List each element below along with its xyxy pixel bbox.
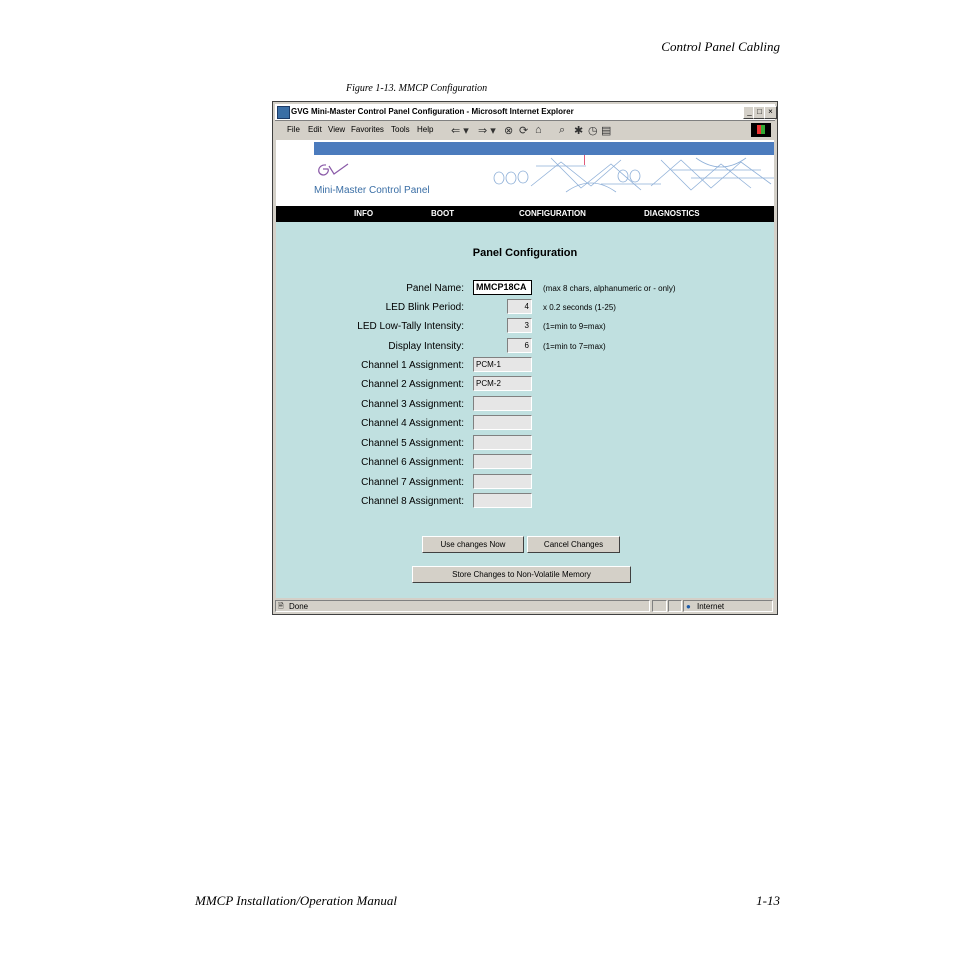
led-low-tally-input[interactable]: 3 (507, 318, 532, 333)
field-row-display-intensity (276, 338, 774, 354)
field-label: LED Low-Tally Intensity: (357, 321, 464, 332)
field-row-channel-6 (276, 454, 774, 470)
page-content (276, 140, 774, 598)
channel-7-input[interactable] (473, 474, 532, 489)
channel-1-input[interactable]: PCM-1 (473, 357, 532, 372)
field-row-led-low-tally (276, 318, 774, 334)
channel-5-input[interactable] (473, 435, 532, 450)
status-zone: Internet (697, 602, 725, 611)
gv-logo-icon (314, 160, 354, 180)
forward-icon[interactable]: ⇒ ▾ (478, 125, 496, 137)
field-row-channel-8 (276, 493, 774, 509)
channel-6-input[interactable] (473, 454, 532, 469)
field-row-panel-name (276, 280, 774, 296)
field-label: LED Blink Period: (385, 302, 464, 313)
footer-manual-title: MMCP Installation/Operation Manual (195, 893, 397, 908)
status-cell-blank (668, 600, 682, 612)
menu-tools[interactable]: Tools (391, 125, 410, 134)
field-hint: x 0.2 seconds (1-25) (543, 303, 616, 312)
field-label: Channel 8 Assignment: (361, 496, 464, 507)
page-header: Control Panel Cabling (661, 39, 780, 54)
field-label: Channel 7 Assignment: (361, 477, 464, 488)
field-row-channel-3 (276, 396, 774, 412)
menu-view[interactable]: View (328, 125, 346, 134)
display-intensity-input[interactable]: 6 (507, 338, 532, 353)
stop-icon[interactable]: ⊗ (504, 125, 514, 137)
footer-page-number: 1-13 (756, 893, 780, 908)
field-row-channel-4 (276, 415, 774, 431)
figure-caption: Figure 1-13. MMCP Configuration (346, 83, 488, 94)
favorites-icon[interactable]: ✱ (574, 125, 584, 137)
menu-file[interactable]: File (287, 125, 300, 134)
nav-info[interactable]: INFO (354, 209, 374, 218)
menu-favorites[interactable]: Favorites (351, 125, 384, 134)
banner (276, 140, 774, 207)
search-icon[interactable]: ⌕ (559, 124, 566, 136)
cancel-changes-button[interactable]: Cancel Changes (527, 536, 620, 553)
back-icon[interactable]: ⇐ ▾ (451, 125, 469, 137)
history-icon[interactable]: ◷ (588, 125, 598, 137)
banner-stripe (314, 142, 774, 155)
channel-3-input[interactable] (473, 396, 532, 411)
browser-window (272, 101, 778, 615)
field-hint: (max 8 chars, alphanumeric or - only) (543, 284, 676, 293)
field-label: Panel Name: (406, 283, 464, 294)
channel-8-input[interactable] (473, 493, 532, 508)
field-label: Channel 5 Assignment: (361, 438, 464, 449)
circuit-pattern-icon (491, 156, 774, 196)
home-icon[interactable]: ⌂ (535, 124, 542, 136)
close-button[interactable]: × (764, 106, 777, 119)
title-bar (275, 104, 775, 121)
nav-diagnostics[interactable]: DIAGNOSTICS (644, 209, 700, 218)
status-cell-blank (652, 600, 667, 612)
menu-edit[interactable]: Edit (308, 125, 322, 134)
channel-2-input[interactable]: PCM-2 (473, 376, 532, 391)
nav-boot[interactable]: BOOT (431, 209, 455, 218)
menu-bar (275, 121, 775, 139)
window-title: GVG Mini-Master Control Panel Configuration - Microsoft Internet Explorer (291, 107, 574, 116)
status-bar (275, 600, 775, 613)
panel-name-input[interactable]: MMCP18CA (473, 280, 532, 295)
field-label: Display Intensity: (388, 341, 464, 352)
print-icon[interactable]: ▤ (601, 125, 612, 137)
use-changes-now-button[interactable]: Use changes Now (422, 536, 524, 553)
field-label: Channel 6 Assignment: (361, 457, 464, 468)
status-main-cell (275, 600, 650, 612)
field-row-channel-1 (276, 357, 774, 373)
nav-configuration[interactable]: CONFIGURATION (519, 209, 586, 218)
field-hint: (1=min to 9=max) (543, 322, 606, 331)
field-label: Channel 2 Assignment: (361, 379, 464, 390)
field-row-channel-2 (276, 376, 774, 392)
minimize-button[interactable]: _ (743, 106, 756, 119)
ie-app-icon (277, 106, 290, 119)
menu-help[interactable]: Help (417, 125, 434, 134)
field-label: Channel 3 Assignment: (361, 399, 464, 410)
status-text: Done (289, 602, 309, 611)
refresh-icon[interactable]: ⟳ (519, 125, 529, 137)
brand-name: Mini-Master Control Panel (314, 185, 430, 196)
internet-zone-icon: ● (686, 602, 691, 611)
field-label: Channel 1 Assignment: (361, 360, 464, 371)
windows-logo-icon (751, 123, 771, 137)
page-done-icon: 🗎 (278, 603, 284, 610)
field-row-channel-7 (276, 474, 774, 490)
field-row-channel-5 (276, 435, 774, 451)
field-hint: (1=min to 7=max) (543, 342, 606, 351)
field-label: Channel 4 Assignment: (361, 418, 464, 429)
nav-bar (276, 206, 774, 222)
field-row-led-blink (276, 299, 774, 315)
panel-title: Panel Configuration (472, 247, 578, 259)
channel-4-input[interactable] (473, 415, 532, 430)
store-changes-button[interactable]: Store Changes to Non-Volatile Memory (412, 566, 631, 583)
maximize-button[interactable]: □ (753, 106, 766, 119)
led-blink-period-input[interactable]: 4 (507, 299, 532, 314)
status-zone-cell (683, 600, 773, 612)
